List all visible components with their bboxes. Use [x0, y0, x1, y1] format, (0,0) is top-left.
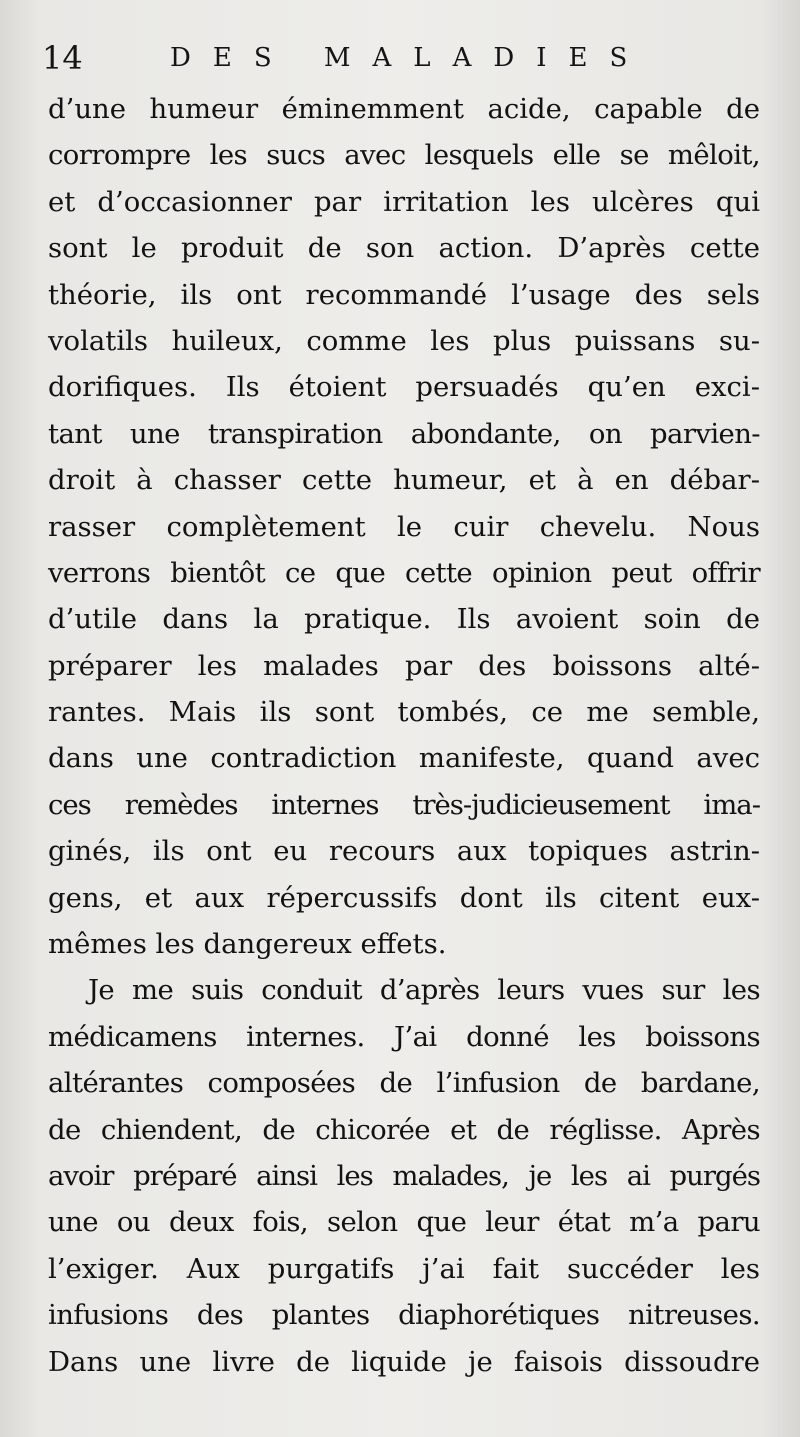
- text-line: et d’occasionner par irritation les ulcères qui: [48, 185, 760, 218]
- text-line: ces remèdes internes très-judicieusement ima-: [48, 788, 760, 821]
- text-line: dans une contradiction manifeste, quand avec: [48, 742, 760, 775]
- paragraph-1: [48, 86, 760, 967]
- text-line: corrompre les sucs avec lesquels elle se mêloit,: [48, 139, 760, 172]
- text-line: de chiendent, de chicorée et de réglisse. Après: [48, 1113, 760, 1146]
- text-line: théorie, ils ont recommandé l’usage des sels: [48, 278, 760, 311]
- text-line: verrons bientôt ce que cette opinion peut offrir: [48, 556, 760, 589]
- page-number: 14: [42, 39, 83, 77]
- text-line: infusions des plantes diaphorétiques nitreuses.: [48, 1299, 760, 1332]
- text-line: altérantes composées de l’infusion de bardane,: [48, 1067, 760, 1100]
- body-text: [48, 86, 760, 1385]
- text-line: Dans une livre de liquide je faisois dissoudre: [48, 1345, 760, 1378]
- text-line: d’une humeur éminemment acide, capable de: [48, 93, 760, 125]
- text-line: tant une transpiration abondante, on parvien-: [48, 417, 760, 450]
- text-line: volatils huileux, comme les plus puissans su-: [48, 324, 760, 357]
- text-line: droit à chasser cette humeur, et à en débar-: [48, 464, 760, 497]
- text-line: ginés, ils ont eu recours aux topiques astrin-: [48, 835, 760, 868]
- text-line: préparer les malades par des boissons alté-: [48, 649, 760, 682]
- text-line: dorifiques. Ils étoient persuadés qu’en exci-: [48, 371, 760, 404]
- text-line: sont le produit de son action. D’après cette: [48, 232, 760, 265]
- text-line: l’exiger. Aux purgatifs j’ai fait succéder les: [48, 1252, 760, 1285]
- paragraph-2: [48, 967, 760, 1385]
- text-line: rasser complètement le cuir chevelu. Nous: [48, 510, 760, 543]
- page-header: [42, 38, 762, 88]
- running-head: DES MALADIES: [170, 43, 650, 73]
- text-line: d’utile dans la pratique. Ils avoient soin de: [48, 603, 760, 636]
- text-line: gens, et aux répercussifs dont ils citent eux-: [48, 881, 760, 914]
- text-line: mêmes les dangereux effets.: [48, 928, 447, 961]
- text-line: une ou deux fois, selon que leur état m’a paru: [48, 1206, 760, 1239]
- text-line: médicamens internes. J’ai donné les boissons: [48, 1020, 760, 1053]
- text-line: avoir préparé ainsi les malades, je les ai purgés: [48, 1159, 760, 1192]
- text-line: rantes. Mais ils sont tombés, ce me semble,: [48, 696, 760, 729]
- text-line: Je me suis conduit d’après leurs vues sur les: [88, 974, 760, 1007]
